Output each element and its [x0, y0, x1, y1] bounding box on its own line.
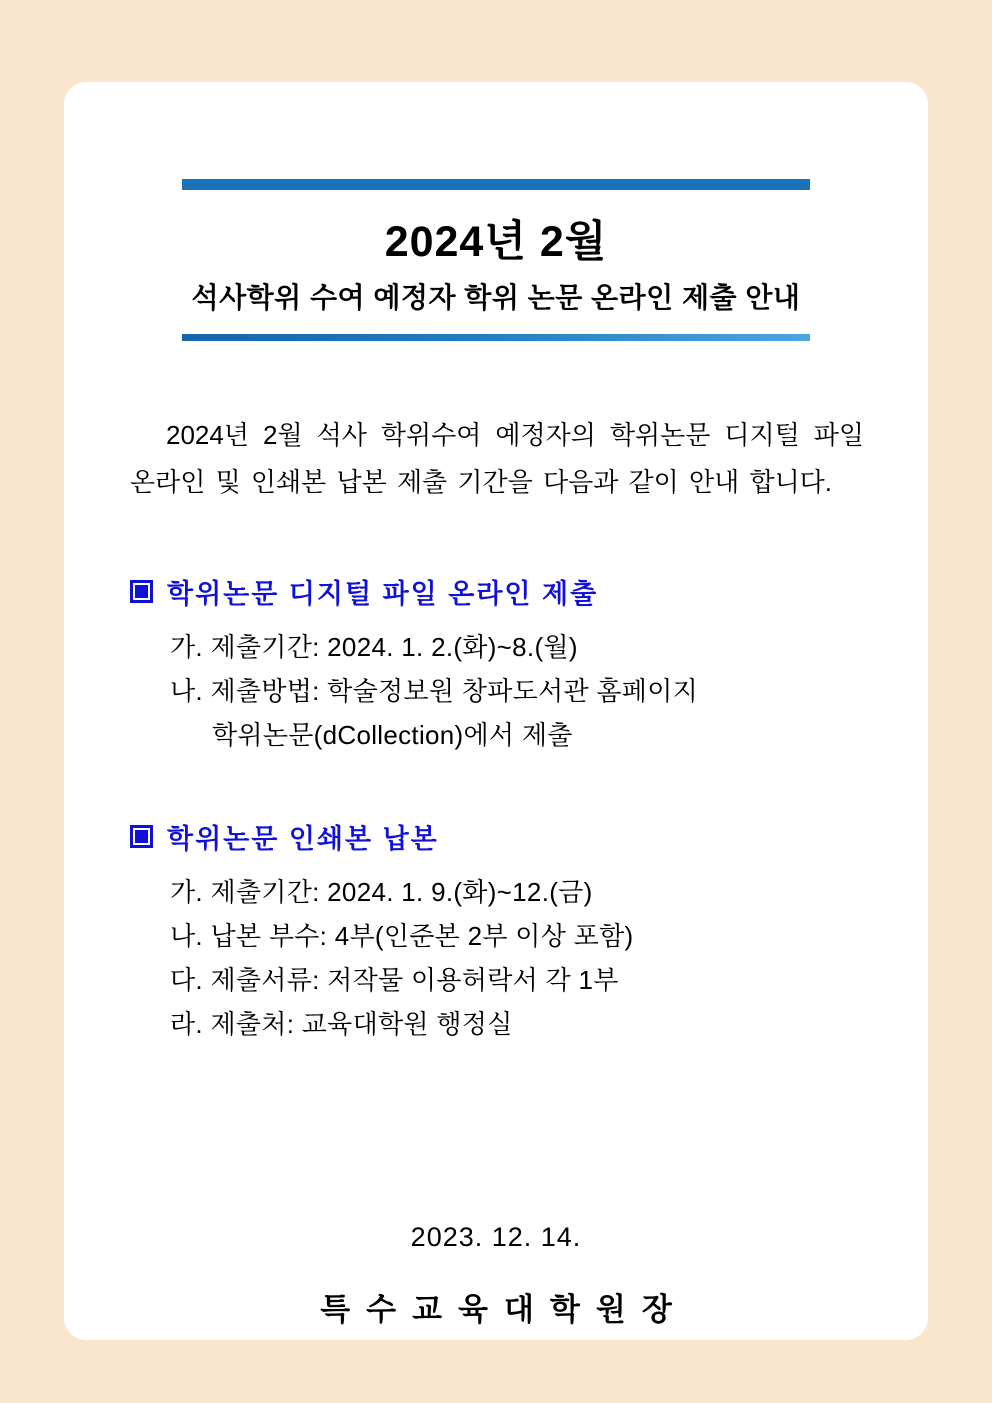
list-item: 가. 제출기간: 2024. 1. 9.(화)~12.(금): [170, 877, 593, 907]
section-heading: [130, 817, 864, 856]
list-item: 가. 제출기간: 2024. 1. 2.(화)~8.(월): [170, 632, 578, 662]
intro-paragraph: 2024년 2월 석사 학위수여 예정자의 학위논문 디지털 파일 온라인 및 인쇄본 납본 제출 기간을 다음과 같이 안내 합니다.: [130, 420, 864, 497]
bottom-divider-rule: [182, 334, 810, 341]
square-bullet-icon: [130, 825, 153, 848]
section-heading: [130, 572, 864, 611]
section-online-submission: [130, 572, 864, 757]
section-heading-label: 학위논문 디지털 파일 온라인 제출: [167, 579, 599, 609]
list-item: 라. 제출처: 교육대학원 행정실: [170, 1009, 513, 1039]
page-subtitle: 석사학위 수여 예정자 학위 논문 온라인 제출 안내: [191, 282, 801, 313]
page-title: 2024년 2월: [384, 218, 608, 266]
list-item: 나. 제출방법: 학술정보원 창파도서관 홈페이지: [170, 676, 699, 706]
list-item: 다. 제출서류: 저작물 이용허락서 각 1부: [170, 965, 619, 995]
list-item: 나. 납본 부수: 4부(인준본 2부 이상 포함): [170, 921, 634, 951]
issuer-signature: 특수교육대학원장: [320, 1292, 688, 1327]
section-printed-submission: [130, 817, 864, 1046]
top-divider-rule: [182, 179, 810, 190]
notice-content: [122, 82, 870, 1340]
issue-date: 2023. 12. 14.: [410, 1222, 582, 1252]
notice-paper: [64, 82, 928, 1340]
list-item-continuation: 학위논문(dCollection)에서 제출: [212, 720, 573, 750]
square-bullet-icon: [130, 580, 153, 603]
section-heading-label: 학위논문 인쇄본 납본: [167, 824, 439, 854]
